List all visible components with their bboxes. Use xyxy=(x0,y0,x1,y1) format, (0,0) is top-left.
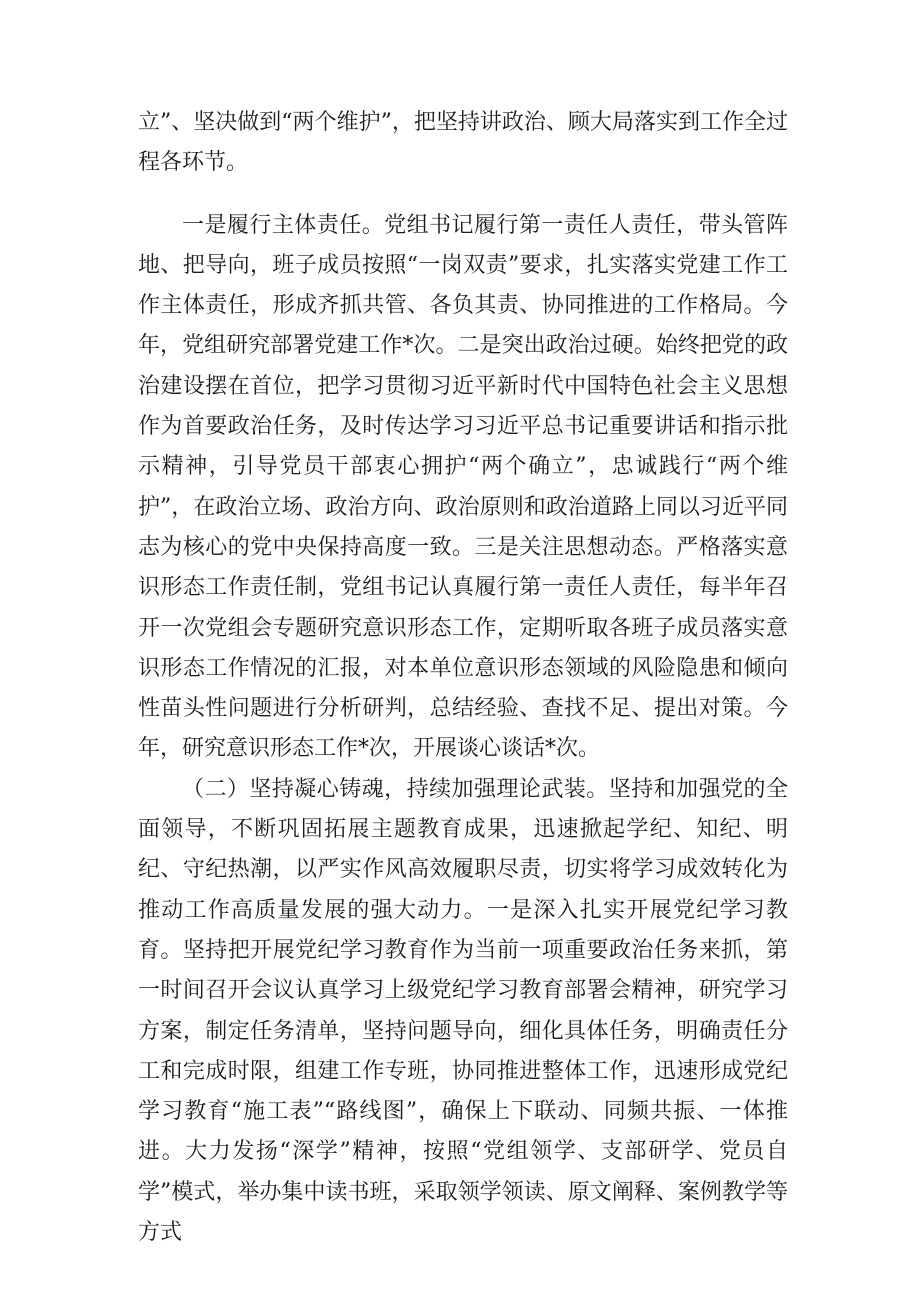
document-body xyxy=(138,103,788,1253)
paragraph-continuation: 立”、坚决做到“两个维护”，把坚持讲政治、顾大局落实到工作全过程各环节。 xyxy=(138,110,788,176)
paragraph-section-two: （二）坚持凝心铸魂，持续加强理论武装。坚持和加强党的全面领导，不断巩固拓展主题教育成果，迅速掀起学纪、知纪、明纪、守纪热潮，以严实作风高效履职尽责，切实将学习成效转化为推动工作高质量发展的强大动力。一是深入扎实开展党纪学习教育。坚持把开展党纪学习教育作为当前一项重要政治任务来抓，第一时间召开会议认真学习上级党纪学习教育部署会精神，研究学习方案，制定任务清单，坚持问题导向，细化具体任务，明确责任分工和完成时限，组建工作专班，协同推进整体工作，迅速形成党纪学习教育“施工表”“路线图”，确保上下联动、同频共振、一体推进。大力发扬“深学”精神，按照“党组领学、支部研学、党员自学”模式，举办集中读书班，采取领学领读、原文阐释、案例教学等方式 xyxy=(138,776,788,1246)
paragraph-main-responsibility: 一是履行主体责任。党组书记履行第一责任人责任，带头管阵地、把导向，班子成员按照“一岗双责”要求，扎实落实党建工作工作主体责任，形成齐抓共管、各负其责、协同推进的工作格局。今年，党组研究部署党建工作*次。二是突出政治过硬。始终把党的政治建设摆在首位，把学习贯彻习近平新时代中国特色社会主义思想作为首要政治任务，及时传达学习习近平总书记重要讲话和指示批示精神，引导党员干部衷心拥护“两个确立”，忠诚践行“两个维护”，在政治立场、政治方向、政治原则和政治道路上同以习近平同志为核心的党中央保持高度一致。三是关注思想动态。严格落实意识形态工作责任制，党组书记认真履行第一责任人责任，每半年召开一次党组会专题研究意识形态工作，定期听取各班子成员落实意识形态工作情况的汇报，对本单位意识形态领域的风险隐患和倾向性苗头性问题进行分析研判，总结经验、查找不足、提出对策。今年，研究意识形态工作*次，开展谈心谈话*次。 xyxy=(138,212,788,762)
